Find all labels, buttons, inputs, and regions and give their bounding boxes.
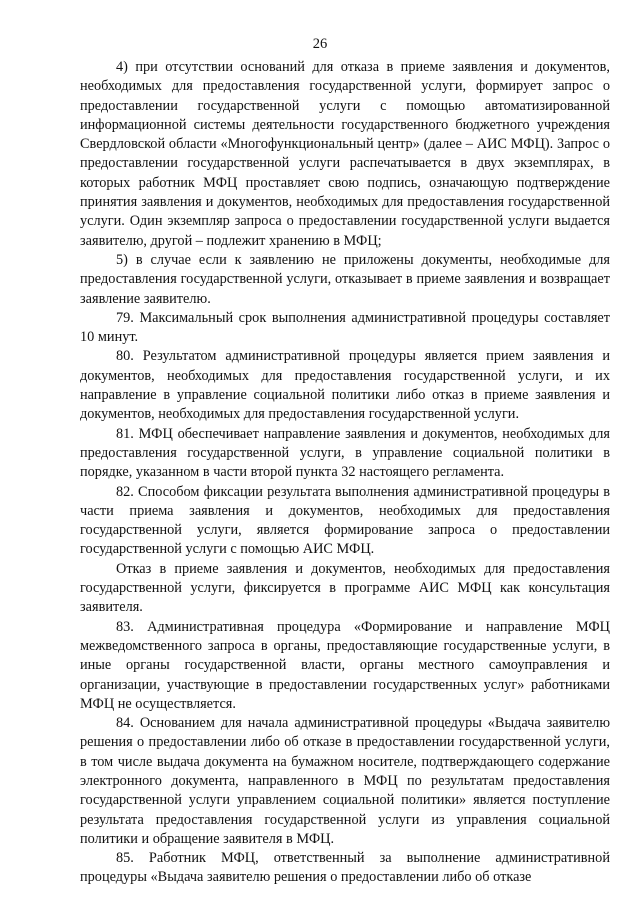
paragraph-80: 80. Результатом административной процедуры является прием заявления и документов, необходимых для предоставления государственной услуги, и их направление в управление социальной политики либо отказ в приеме заявления и документов, необходимых для предоставления государственной услуги.: [80, 348, 610, 423]
paragraph-item-5: 5) в случае если к заявлению не приложены документы, необходимые для предоставления государственной услуги, отказывает в приеме заявления и возвращает заявление заявителю.: [80, 251, 610, 307]
paragraph-83: 83. Административная процедура «Формирование и направление МФЦ межведомственного запроса в органы, предоставляющие государственные услуги, в иные органы государственной власти, органы местного самоуправления и организации, участвующие в предоставлении государственных услуг» работниками МФЦ не осуществляется.: [80, 618, 610, 712]
paragraph-82: 82. Способом фиксации результата выполнения административной процедуры в части приема заявления и документов, необходимых для предоставления государственной услуги, является формирование запроса о предоставлении государственной услуги с помощью АИС МФЦ.: [80, 483, 610, 558]
paragraph-84: 84. Основанием для начала административной процедуры «Выдача заявителю решения о предоставлении либо об отказе в предоставлении государственной услуги, в том числе выдача документа на бумажном носителе, подтверждающего содержание электронного документа, направленного в МФЦ по результатам предоставления государственной услуги управлением социальной политики» является поступление результата предоставления государственной услуги из управления социальной политики и обращение заявителя в МФЦ.: [80, 715, 610, 847]
paragraph-item-4: 4) при отсутствии оснований для отказа в приеме заявления и документов, необходимых для предоставления государственной услуги, формирует запрос о предоставлении государственной услуги с помощью автоматизированной информационной системы деятельности государственного бюджетного учреждения Свердловской области «Многофункциональный центр» (далее – АИС МФЦ). Запрос о предоставлении государственной услуги распечатывается в двух экземплярах, в которых работник МФЦ проставляет свою подпись, означающую подтверждение принятия заявления и документов, необходимых для предоставления государственной услуги. Один экземпляр запроса о предоставлении государственной услуги выдается заявителю, другой – подлежит хранению в МФЦ;: [80, 59, 610, 249]
paragraph-79: 79. Максимальный срок выполнения административной процедуры составляет 10 минут.: [80, 309, 610, 346]
paragraph-82-refusal: Отказ в приеме заявления и документов, необходимых для предоставления государственной услуги, фиксируется в программе АИС МФЦ как консультация заявителя.: [80, 560, 610, 616]
page-number: 26: [312, 36, 328, 52]
paragraph-85: 85. Работник МФЦ, ответственный за выполнение административной процедуры «Выдача заявителю решения о предоставлении либо об отказе: [80, 850, 610, 886]
document-body: [80, 58, 610, 888]
paragraph-81: 81. МФЦ обеспечивает направление заявления и документов, необходимых для предоставления государственной услуги, в управление социальной политики в порядке, указанном в части второй пункта 32 настоящего регламента.: [80, 425, 610, 481]
